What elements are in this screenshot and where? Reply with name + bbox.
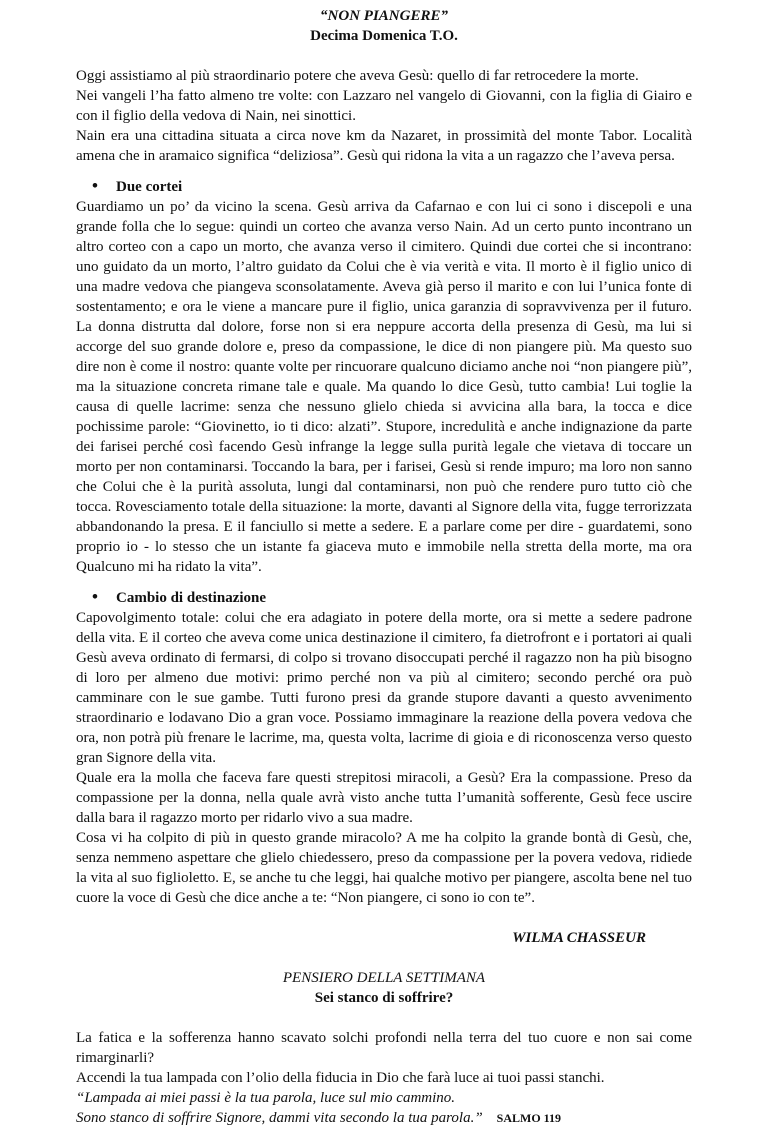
section-heading-label: Cambio di destinazione	[116, 590, 267, 606]
pensiero-quote-line-2	[76, 1108, 692, 1128]
section-body-cambio-2: Quale era la molla che faceva fare questi strepitosi miracoli, a Gesù? Era la compassione. Preso da compassione per la donna, nella quale avrà visto anche tutta l’umanità sofferente, Gesù fece uscire dalla bara il ragazzo morto per ridarlo vivo a sua madre.	[76, 770, 692, 826]
quote-source: SALMO 119	[496, 1111, 561, 1125]
pensiero-title: PENSIERO DELLA SETTIMANA	[282, 970, 486, 986]
document-subtitle: Decima Domenica T.O.	[310, 28, 458, 44]
section-heading-cambio	[76, 587, 692, 608]
author-signature: WILMA CHASSEUR	[512, 930, 646, 946]
pensiero-line-1: La fatica e la sofferenza hanno scavato solchi profondi nella terra del tuo cuore e non sai come rimarginarli?	[76, 1030, 692, 1066]
bullet-icon: •	[92, 176, 98, 195]
pensiero-line-2: Accendi la tua lampada con l’olio della fiducia in Dio che farà luce ai tuoi passi stanchi.	[76, 1070, 605, 1086]
document-title: “NON PIANGERE”	[320, 8, 448, 24]
section-heading-due-cortei	[76, 176, 692, 197]
intro-paragraph-2: Nei vangeli l’ha fatto almeno tre volte: con Lazzaro nel vangelo di Giovanni, con la figlia di Giairo e con il figlio della vedova di Nain, nei sinottici.	[76, 88, 692, 124]
section-body-due-cortei: Guardiamo un po’ da vicino la scena. Gesù arriva da Cafarnao e con lui ci sono i discepoli e una grande folla che lo segue: quindi un corteo che avanza verso Nain. Ad un certo punto incontrano un altro corteo con a capo un morto, che avanza verso il cimitero. Quindi due cortei che si incontrano: uno guidato da un morto, l’altro guidato da Colui che è via verità e vita. Il morto è il figlio unico di una madre vedova che piangeva sconsolatamente. Aveva già perso il marito e con lui l’unica fonte di sostentamento; e ora le viene a mancare pure il figlio, unica garanzia di sopravvivenza per il futuro. La donna distrutta dal dolore, forse non si era neppure accorta della presenza di Gesù, ma lui si accorge del suo grande dolore e, preso da compassione, le dice di non piangere più. Ma questo suo dire non è come il nostro: quante volte per rincuorare qualcuno diciamo anche noi “non piangere più”, ma la situazione concreta rimane tale e quale. Ma quando lo dice Gesù, tutto cambia! Lui toglie la causa di quelle lacrime: senza che nessuno glielo chieda si avvicina alla bara, la tocca e dice pochissime parole: “Giovinetto, io ti dico: alzati”. Stupore, incredulità e anche indignazione da parte dei farisei perché così facendo Gesù infrange la legge sulla purità legale che vietava di toccare un morto per non contaminarsi. Toccando la bara, per i farisei, Gesù si rende impuro; ma loro non sanno che Colui che è la purità assoluta, lungi dal contaminarsi, non può che rendere puro tutto ciò che tocca. Rovesciamento totale della situazione: la morte, davanti al Signore della vita, fugge terrorizzata abbandonando la presa. E il fanciullo si mette a sedere. E a parlare come per dire - guardatemi, sono proprio io - lo stesso che un istante fa giaceva muto e immobile nella stretta della morte, ma ora Qualcuno mi ha ridato la vita”.	[76, 199, 692, 575]
intro-paragraph-3: Nain era una cittadina situata a circa nove km da Nazaret, in prossimità del monte Tabor. Località amena che in aramaico significa “deliziosa”. Gesù qui ridona la vita a un ragazzo che l’aveva persa.	[76, 128, 692, 164]
pensiero-quote-2: Sono stanco di soffrire Signore, dammi vita secondo la tua parola.”	[76, 1110, 483, 1126]
pensiero-quote-1: “Lampada ai miei passi è la tua parola, luce sul mio cammino.	[76, 1090, 456, 1106]
section-heading-label: Due cortei	[116, 179, 183, 195]
section-body-cambio-1: Capovolgimento totale: colui che era adagiato in potere della morte, ora si mette a sedere padrone della vita. E il corteo che aveva come unica destinazione il cimitero, fa dietrofront e i portatori ai quali Gesù aveva ordinato di fermarsi, di colpo si trovano disoccupati perché il ragazzo non ha più bisogno di loro per almeno due motivi: primo perché non va più al cimitero; secondo perché ora può camminare con le sue gambe. Tutti furono presi da grande stupore davanti a questo avvenimento straordinario e lodavano Dio a gran voce. Possiamo immaginare la reazione della povera vedova che ora, non potrà più frenare le lacrime, ma, questa volta, lacrime di gioia e di riconoscenza verso questo gran Signore della vita.	[76, 610, 692, 766]
intro-paragraph-1: Oggi assistiamo al più straordinario potere che aveva Gesù: quello di far retrocedere la morte.	[76, 68, 639, 84]
bullet-icon: •	[92, 587, 98, 606]
section-body-cambio-3: Cosa vi ha colpito di più in questo grande miracolo? A me ha colpito la grande bontà di Gesù, che, senza nemmeno aspettare che glielo chiedessero, preso da compassione per la povera vedova, ridiede la vita al suo figlioletto. E, se anche tu che leggi, hai qualche motivo per piangere, ascolta bene nel tuo cuore la voce di Gesù che dice anche a te: “Non piangere, ci sono io con te”.	[76, 830, 692, 906]
pensiero-subtitle: Sei stanco di soffrire?	[314, 990, 454, 1006]
